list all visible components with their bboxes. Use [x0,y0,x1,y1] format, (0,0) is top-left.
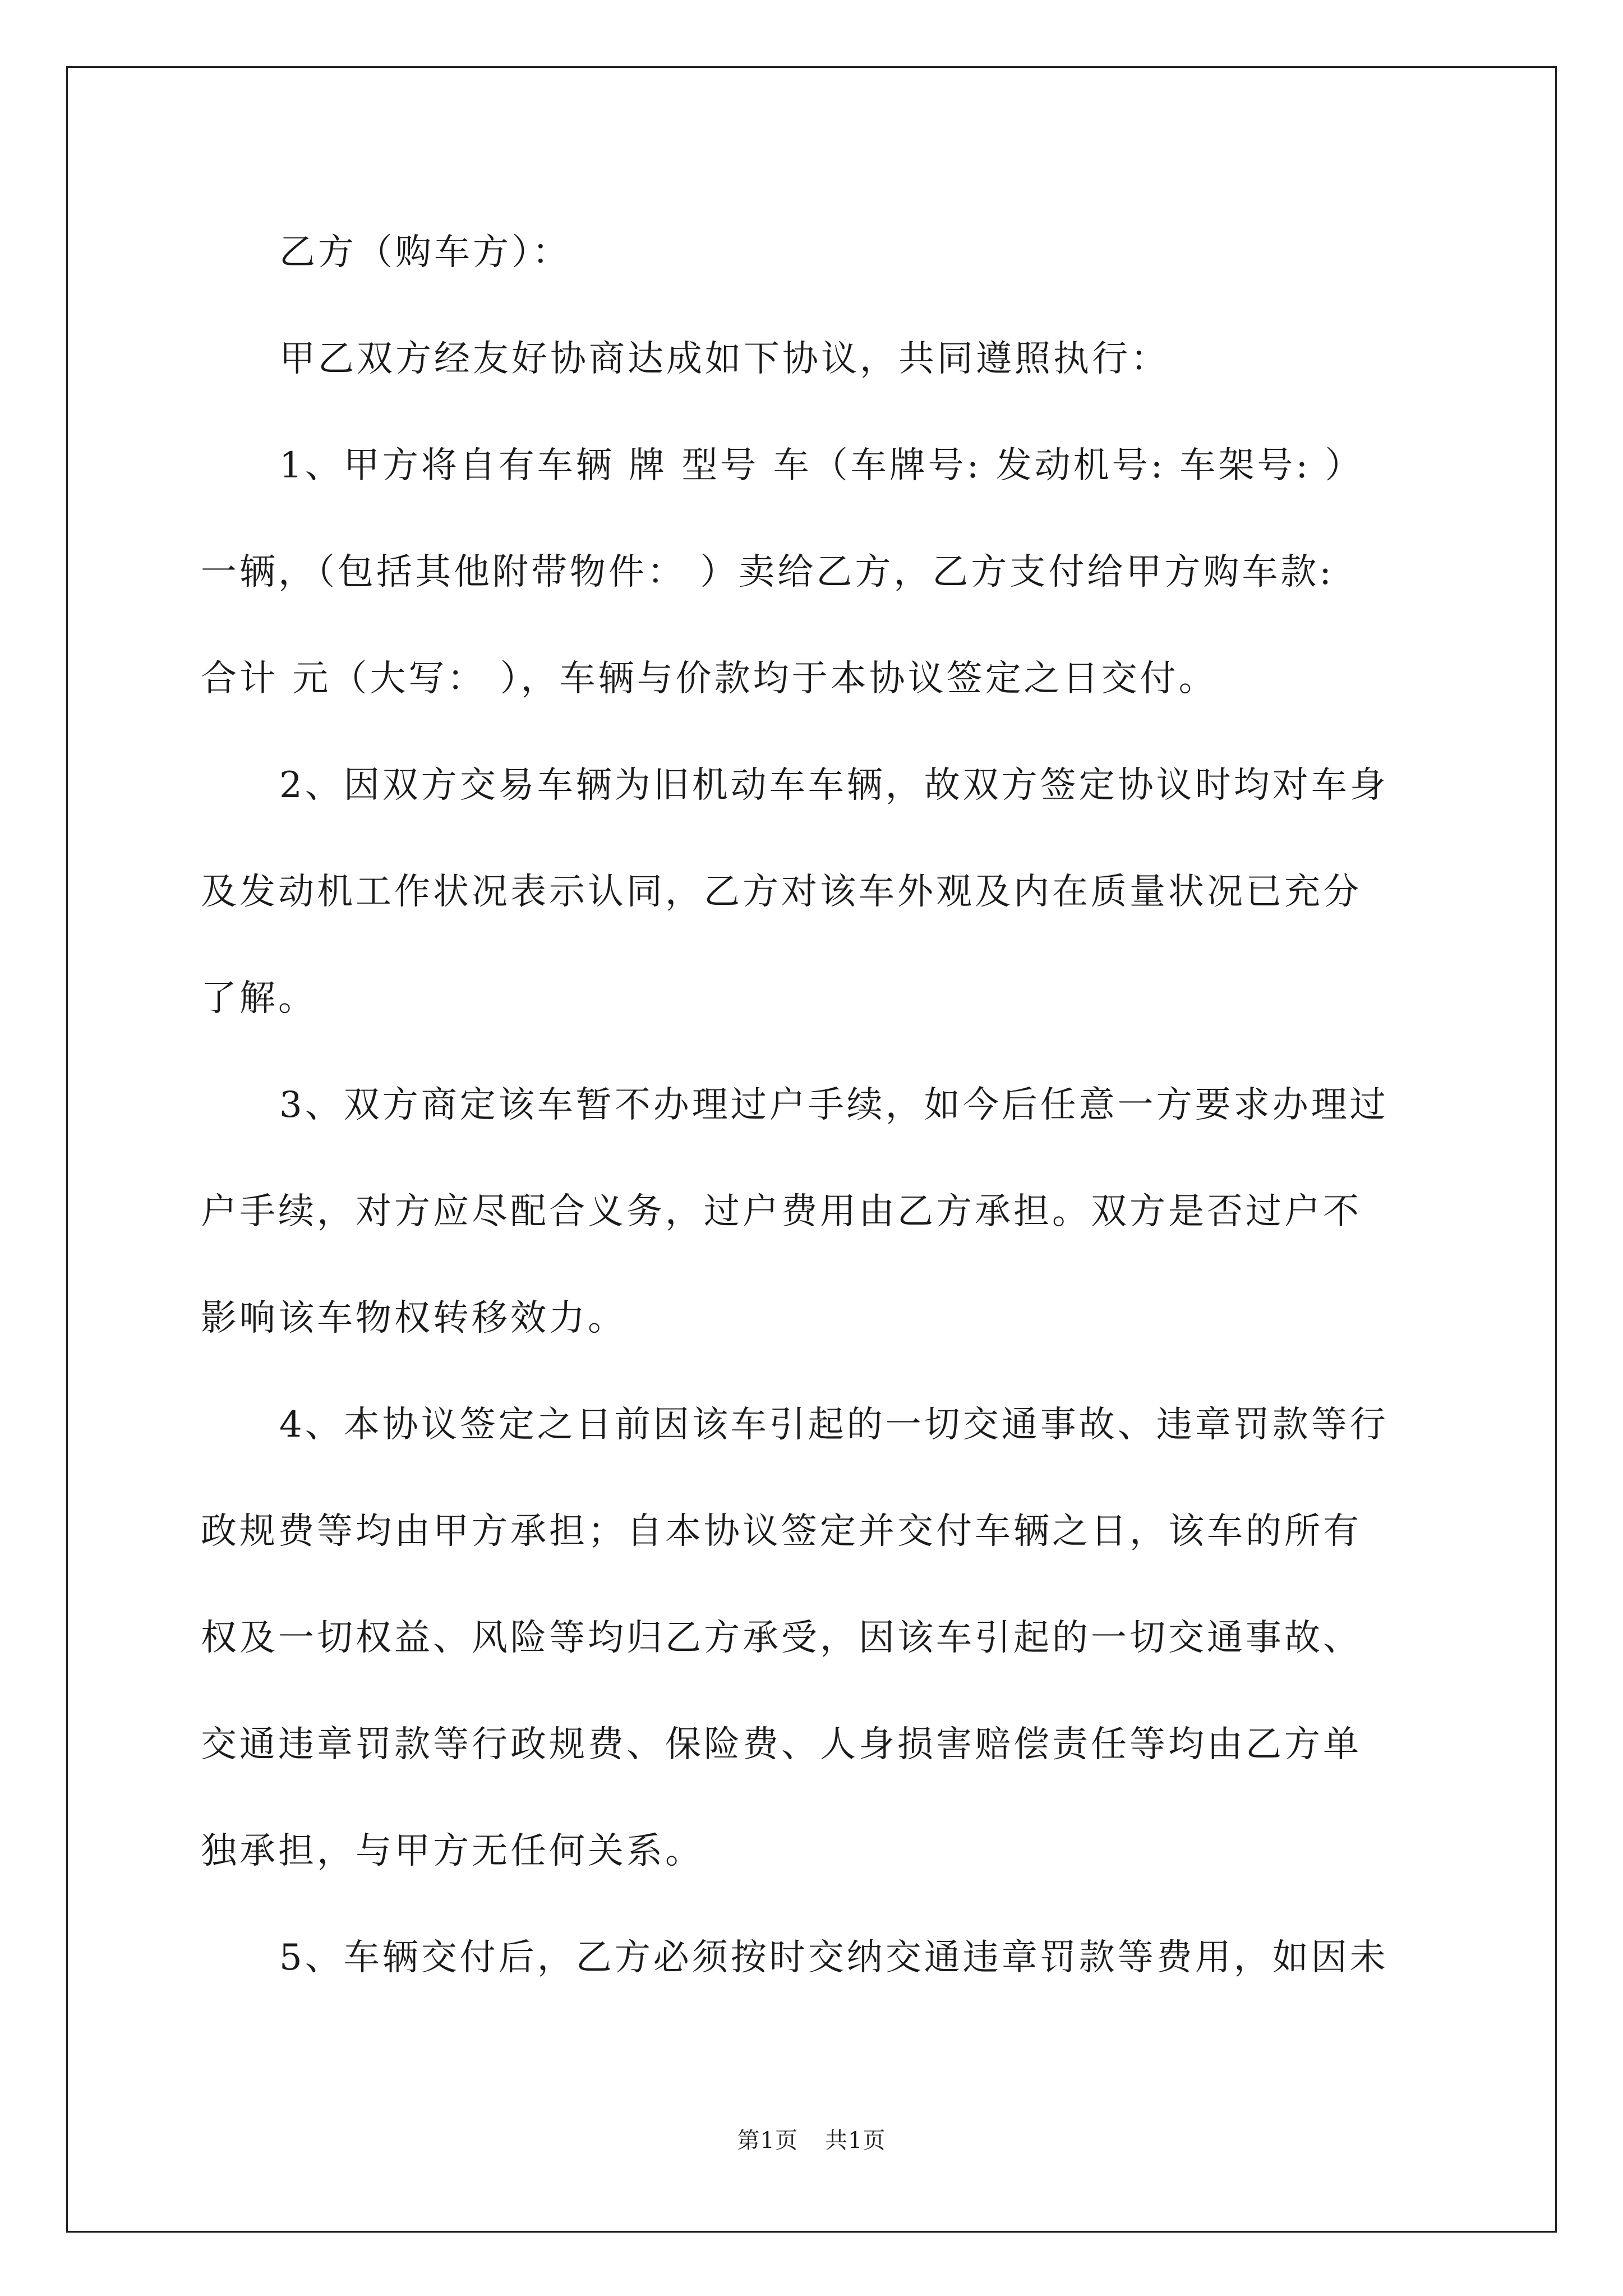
clause-4-line-4: 交通违章罚款等行政规费、保险费、人身损害赔偿责任等均由乙方单 [201,1724,1362,1765]
clause-1-line-1: 1、甲方将自有车辆 牌 型号 车（车牌号: 发动机号: 车架号: ） [279,445,1364,486]
buyer-line: 乙方（购车方）： [279,232,571,273]
clause-3-line-2: 户手续，对方应尽配合义务，过户费用由乙方承担。双方是否过户不 [201,1191,1362,1232]
clause-2-line-1: 2、因双方交易车辆为旧机动车车辆，故双方签定协议时均对车身 [279,765,1389,806]
page-number: 第1页 [737,2128,798,2154]
agreement-intro: 甲乙双方经友好协商达成如下协议，共同遵照执行： [279,338,1169,380]
clause-4-line-3: 权及一切权益、风险等均归乙方承受，因该车引起的一切交通事故、 [201,1617,1362,1659]
clause-4-line-2: 政规费等均由甲方承担；自本协议签定并交付车辆之日，该车的所有 [201,1511,1362,1552]
clause-3-line-1: 3、双方商定该车暂不办理过户手续，如今后任意一方要求办理过 [279,1084,1389,1126]
page-border [66,66,1557,2233]
page-footer [0,2129,1623,2152]
clause-1-line-3: 合计 元（大写： ），车辆与价款均于本协议签定之日交付。 [201,658,1218,700]
clause-1-line-2: 一辆，（包括其他附带物件： ）卖给乙方，乙方支付给甲方购车款: [201,551,1334,593]
clause-4-line-5: 独承担，与甲方无任何关系。 [201,1830,704,1872]
page-total: 共1页 [825,2128,886,2154]
clause-3-line-3: 影响该车物权转移效力。 [201,1297,626,1339]
clause-4-line-1: 4、本协议签定之日前因该车引起的一切交通事故、违章罚款等行 [279,1404,1389,1446]
clause-2-line-2: 及发动机工作状况表示认同，乙方对该车外观及内在质量状况已充分 [201,871,1362,913]
clause-5-line-1: 5、车辆交付后，乙方必须按时交纳交通违章罚款等费用，如因未 [279,1937,1389,1978]
clause-2-line-3: 了解。 [201,978,317,1019]
